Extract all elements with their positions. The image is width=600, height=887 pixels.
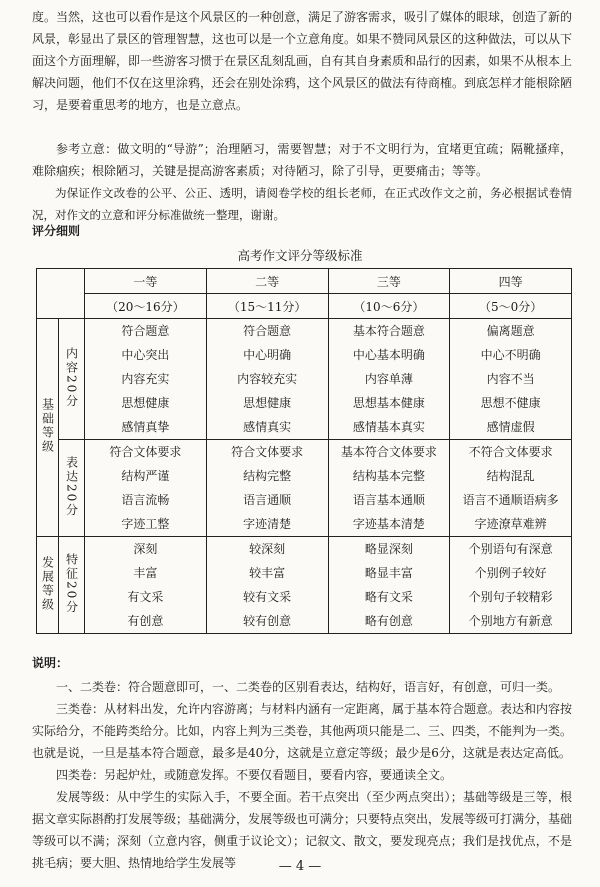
explain-paragraph-1: 一、二类卷：符合题意即可，一、二类卷的区别看表达，结构好，语言好，有创意，可归一类。 (56, 680, 561, 694)
feature-cell: 个别语句有深意 个别例子较好 个别句子较精彩 个别地方有新意 (450, 537, 572, 634)
intro-paragraph-1: 度。当然，这也可以看作是这个风景区的一种创意，满足了游客需求，吸引了媒体的眼球，创造了新的风景，彰显出了景区的管理智慧，这也可以是一个立意角度。如果不赞同风景区的这种做法，可以从下面这个方面理解，即一些游客习惯于在景区乱刻乱画，自有其自身素质和品行的因素，如果不从根本上解决问题，他们不仅在这里涂鸦，还会在别处涂鸦，这个风景区的做法有待商榷。到底怎样才能根除陋习，是要着重思考的地方，也是立意点。 (32, 10, 573, 112)
grade-name: 四等 (450, 269, 572, 294)
note-paragraph: 为保证作文改卷的公平、公正、透明，请阅卷学校的组长老师，在正式改作文之前，务必根据试卷情况，对作文的立意和评分标准做统一整理，谢谢。 (32, 186, 572, 222)
section-label: 评分细则 (32, 224, 81, 238)
expression-cell: 符合文体要求 结构严谨 语言流畅 字迹工整 (85, 440, 207, 537)
table-range-row (37, 294, 572, 319)
content-cell: 符合题意 中心突出 内容充实 思想健康 感情真挚 (85, 319, 207, 440)
content-label: 内容20分 (59, 319, 85, 440)
feature-cell: 略显深刻 略显丰富 略有文采 略有创意 (328, 537, 450, 634)
content-row (37, 319, 572, 440)
grade-range: （20～16分） (85, 294, 207, 319)
content-cell: 符合题意 中心明确 内容较充实 思想健康 感情真实 (206, 319, 328, 440)
content-cell: 基本符合题意 中心基本明确 内容单薄 思想基本健康 感情基本真实 (328, 319, 450, 440)
explain-paragraph-2: 三类卷：从材料出发，允许内容游离；与材料内涵有一定距离，属于基本符合题意。表达和内容按实际给分，不能跨类给分。比如，内容上判为三类卷，其他两项只能是二、三、四类，不能判为一类。也就是说，一旦是基本符合题意，最多是40分，这就是立意定等级；最少是6分，这就是表达定高低。 (32, 702, 573, 760)
expression-row (37, 440, 572, 537)
expression-cell: 符合文体要求 结构完整 语言通顺 字迹清楚 (206, 440, 328, 537)
content-cell: 偏离题意 中心不明确 内容不当 思想不健康 感情虚假 (450, 319, 572, 440)
table-header-row (37, 269, 572, 294)
grade-range: （15～11分） (206, 294, 328, 319)
expression-cell: 不符合文体要求 结构混乱 语言不通顺语病多 字迹潦草难辨 (450, 440, 572, 537)
grade-name: 三等 (328, 269, 450, 294)
table-title: 高考作文评分等级标准 (237, 248, 363, 263)
corner-cell (37, 269, 85, 319)
grade-name: 二等 (206, 269, 328, 294)
feature-cell: 较深刻 较丰富 较有文采 较有创意 (206, 537, 328, 634)
expression-cell: 基本符合文体要求 结构基本完整 语言基本通顺 字迹基本清楚 (328, 440, 450, 537)
feature-row (37, 537, 572, 634)
page-number: — 4 — (278, 859, 322, 874)
grade-name: 一等 (85, 269, 207, 294)
grade-range: （5～0分） (450, 294, 572, 319)
intro-paragraph-2: 参考立意：做文明的“导游”；治理陋习，需要智慧；对于不文明行为，宜堵更宜疏；隔靴搔痒，难除痼疾；根除陋习，关键是提高游客素质；对待陋习，除了引导，更要痛击；等等。 (32, 142, 572, 178)
explain-label: 说明： (32, 656, 69, 670)
development-level-label: 发展等级 (37, 537, 59, 634)
grading-table (36, 268, 572, 634)
feature-label: 特征20分 (59, 537, 85, 634)
explain-paragraph-3: 四类卷：另起炉灶，或随意发挥。不要仅看题目，要看内容，要通读全文。 (56, 768, 453, 782)
grade-range: （10～6分） (328, 294, 450, 319)
basic-level-label: 基础等级 (37, 319, 59, 537)
expression-label: 表达20分 (59, 440, 85, 537)
feature-cell: 深刻 丰富 有文采 有创意 (85, 537, 207, 634)
explain-paragraph-4: 发展等级：从中学生的实际入手，不要全面。若干点突出（至少两点突出）；基础等级是三等，根据文章实际斟酌打发展等级；基础满分，发展等级也可满分；只要特点突出，发展等级可打满分，基础等级可以不满；深刻（立意内容，侧重于议论文）；记叙文、散文，要发现亮点；我们是找优点，不是挑毛病；要大胆、热情地给学生发展等 (32, 790, 573, 870)
